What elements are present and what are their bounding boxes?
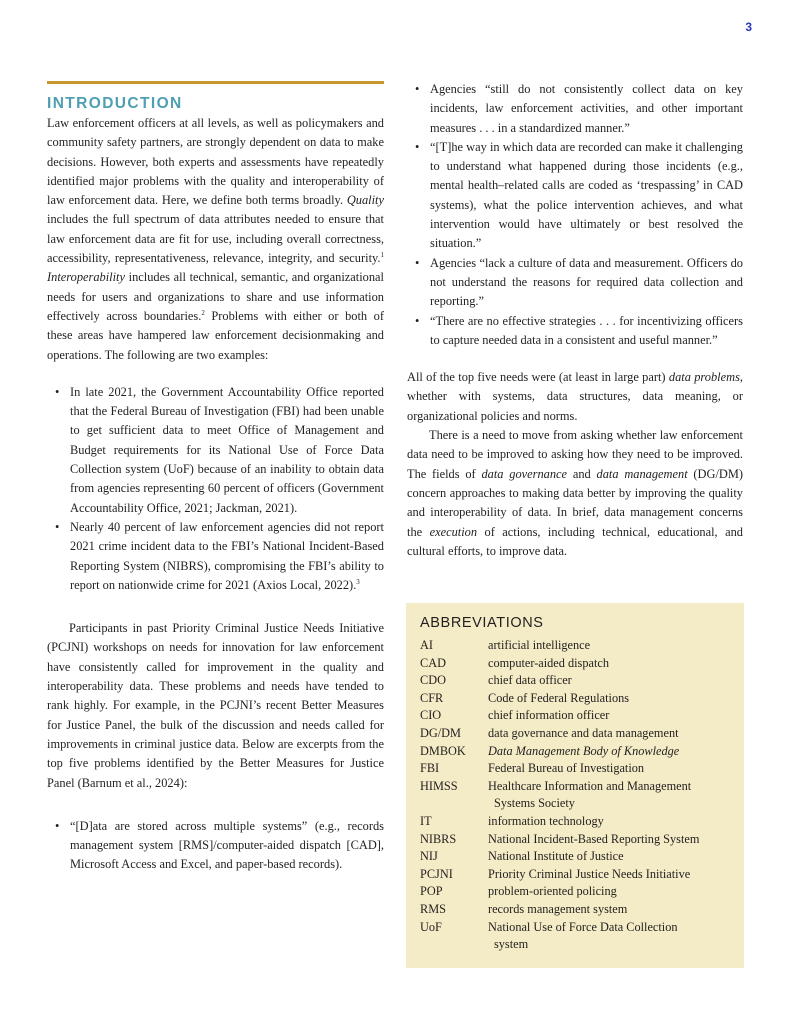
list-item: • Agencies “lack a culture of data and measurement. Officers do not understand the reasons for required data collection and reporting.” [415,255,743,309]
list-item: • In late 2021, the Government Accountability Office reported that the Federal Bureau of Investigation (FBI) had been unable to get sufficient data to meet Office of Management and Budget requirements for its National Use of Force Data Collection system (UoF) because of an inability to obtain data from agencies representing 60 percent of officers (Government Accountability Office, 2021; Jackman, 2021). [55,384,384,515]
abbreviation-definition: artificial intelligence [488,638,591,652]
abbreviation-row [420,743,730,761]
problems-list-left [47,817,384,875]
abbreviation-definition: Data Management Body of Knowledge [488,743,680,758]
examples-list [47,383,384,595]
abbreviation-row [420,760,730,778]
abbreviation-row [420,707,730,725]
list-item: • “There are no effective strategies . . . for incentivizing officers to capture needed data in a consistent and useful manner.” [415,313,743,347]
abbreviation-definition: chief information officer [488,708,610,723]
abbreviation-term: PCJNI [420,866,453,881]
abbreviation-definition: Priority Criminal Justice Needs Initiative [488,866,691,881]
abbreviation-row [420,655,730,673]
abbreviation-term: CDO [420,673,446,688]
section-title: INTRODUCTION [47,95,183,112]
abbreviation-definition: National Use of Force Data Collection system [488,919,678,952]
abbreviation-term: IT [420,813,432,828]
paragraph-data-problems: All of the top five needs were (at least in large part) data problems, whether with systems, data structures, data meaning, or organizational policies and norms. There is a need to move from asking whether law enforcement data need to be improved to asking how they need to be improved. The fields of data governance and data management (DG/DM) concern approaches to making data better by improving the quality and interoperability of data. In brief, data management concerns the execution of actions, including technical, educational, and cultural efforts, to improve data. [407,370,743,558]
abbreviation-term: UoF [420,919,442,934]
abbreviation-definition: National Incident-Based Reporting System [488,831,700,846]
abbreviation-row [420,919,730,954]
abbreviation-definition: records management system [488,901,628,916]
abbreviation-definition: information technology [488,813,604,828]
abbreviation-term: CIO [420,708,442,723]
abbreviation-definition: computer-aided dispatch [488,655,609,670]
abbreviations-title: ABBREVIATIONS [420,615,544,631]
list-item: • Nearly 40 percent of law enforcement agencies did not report 2021 crime incident data to the FBI’s National Incident-Based Reporting System (NIBRS), compromising the FBI’s ability to report on nationwide crime for 2021 (Axios Local, 2022).$^3$ [55,519,384,592]
abbreviation-term: DG/DM [420,725,461,740]
footnote-ref[interactable]: 1 [380,251,384,260]
abbreviation-definition: chief data officer [488,673,572,688]
page-number: 3 [745,20,752,34]
abbreviation-definition: Federal Bureau of Investigation [488,761,645,776]
abbreviations-box [406,603,744,968]
abbreviation-row [420,883,730,901]
abbreviation-definition: problem-oriented policing [488,884,617,899]
footnote-ref[interactable]: 2 [201,308,205,317]
abbreviation-term: RMS [420,901,446,916]
abbreviation-row [420,866,730,884]
footnote-ref[interactable]: 3 [356,577,360,586]
abbreviation-term: DMBOK [420,743,466,758]
abbreviation-definition: Healthcare Information and Management Systems Society [488,778,692,811]
abbreviation-definition: National Institute of Justice [488,849,624,864]
abbreviation-term: HIMSS [420,778,458,793]
abbreviation-term: CAD [420,655,446,670]
intro-paragraph-1: Law enforcement officers at all levels, as well as policymakers and community safety partners, are strongly dependent on data to make decisions. However, both experts and assessments have repeatedly identified major problems with the quality and interoperability of law enforcement data. Here, we define both terms broadly. Quality includes the full spectrum of data attributes needed to ensure that law enforcement data are fit for use, including overall correctness, accessibility, representativeness, relevance, integrity, and security.$^1$ Interoperability includes all technical, semantic, and organizational needs for users and organizations to share and use information effectively across boundaries.$^2$ Problems with either or both of these areas have hampered law enforcement decisionmaking and operations. The following are two examples: [47,116,384,362]
abbreviation-definition: data governance and data management [488,725,679,740]
abbreviation-row [420,848,730,866]
abbreviation-row [420,690,730,708]
list-item: • “[D]ata are stored across multiple systems” (e.g., records management system [RMS]/computer-aided dispatch [CAD], Microsoft Access and Excel, and paper-based records). [55,818,384,872]
section-rule [47,81,384,84]
list-item: • “[T]he way in which data are recorded can make it challenging to understand what happened during those incidents (e.g., mental health–related calls are coded as ‘trespassing’ in CAD systems), what the police intervention achieves, and what intervention would have ultimately or best resolved the situation.” [415,139,743,251]
abbreviation-row [420,672,730,690]
list-item: • Agencies “still do not consistently collect data on key incidents, law enforcement activities, and other important measures . . . in a standardized manner.” [415,82,743,135]
abbreviation-row [420,725,730,743]
abbreviation-term: NIJ [420,849,438,864]
abbreviation-term: AI [420,638,433,652]
abbreviation-row [420,901,730,919]
abbreviation-term: POP [420,884,443,899]
problems-list-right [407,80,743,350]
left-column [47,81,384,875]
abbreviation-row [420,778,730,813]
abbreviation-row [420,813,730,831]
right-column [407,80,743,561]
abbreviation-term: FBI [420,761,440,776]
abbreviation-definition: Code of Federal Regulations [488,690,630,705]
abbreviation-term: NIBRS [420,831,457,846]
abbreviation-term: CFR [420,690,444,705]
intro-paragraph-2: Participants in past Priority Criminal Justice Needs Initiative (PCJNI) workshops on needs for innovation for law enforcement have consistently called for improvement in the quality and interoperability data. These problems and needs have tended to rank highly. For example, in the PCJNI’s recent Better Measures for Justice Panel, the bulk of the discussion and needs called for improvements in criminal justice data. Below are excerpts from the top five problems identified by the Better Measures for Justice Panel (Barnum et al., 2024): [47,621,384,790]
abbreviation-row [420,831,730,849]
abbreviation-row [420,637,730,655]
abbreviations-list [420,637,730,954]
